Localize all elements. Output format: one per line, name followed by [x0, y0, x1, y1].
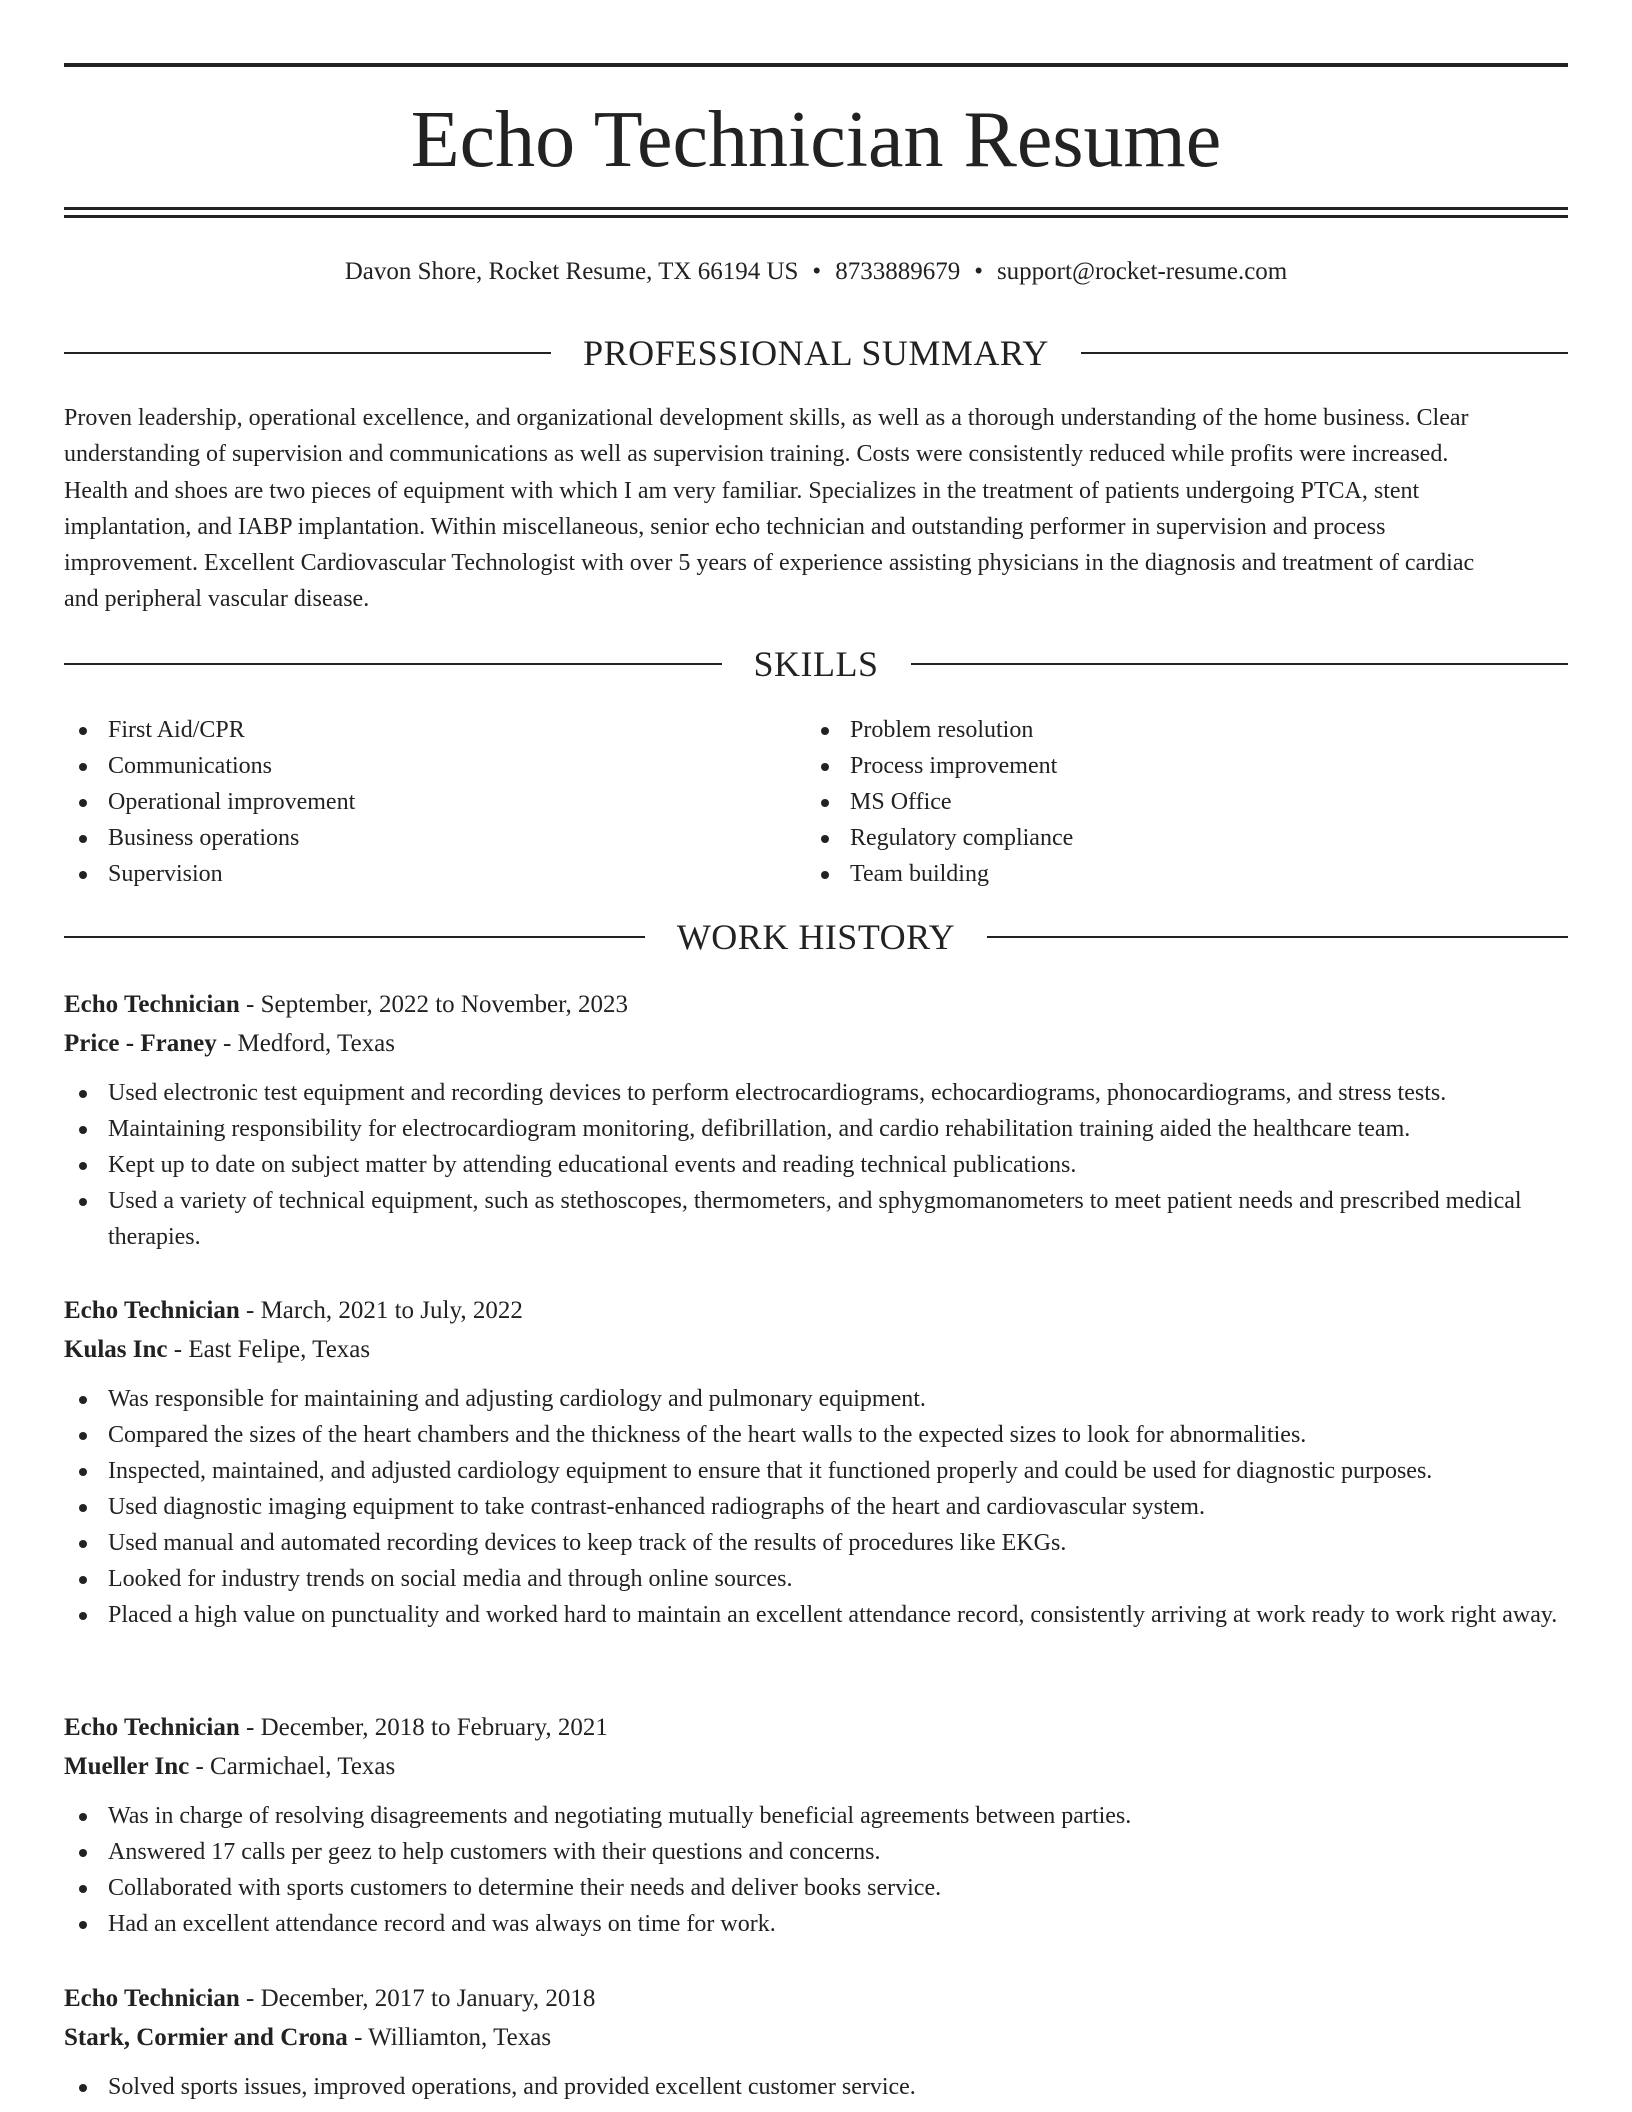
heading-rule-right	[1081, 352, 1568, 354]
job-dates: - September, 2022 to November, 2023	[239, 991, 628, 1018]
job-bullet: Kept up to date on subject matter by attending educational events and reading technical publications.	[64, 1147, 1568, 1183]
job-company: Kulas Inc	[64, 1336, 168, 1363]
job-bullet: Used electronic test equipment and recording devices to perform electrocardiograms, echocardiograms, phonocardiograms, and stress tests.	[64, 1075, 1568, 1111]
job-dates: - December, 2017 to January, 2018	[239, 1985, 596, 2012]
skills-heading-label: SKILLS	[753, 644, 879, 684]
summary-line: implantation, and IABP implantation. Within miscellaneous, senior echo technician and outstanding performer in supervision and process	[64, 513, 1386, 540]
job-bullet: Had an excellent attendance record and was always on time for work.	[64, 1906, 1568, 1942]
job-bullets	[64, 1798, 1568, 1942]
summary-heading-label: PROFESSIONAL SUMMARY	[583, 333, 1049, 373]
job-bullet: Compared the sizes of the heart chambers and the thickness of the heart walls to the expected sizes to look for abnormalities.	[64, 1417, 1568, 1453]
job-bullet: Was in charge of resolving disagreements and negotiating mutually beneficial agreements between parties.	[64, 1798, 1568, 1834]
job-company: Stark, Cormier and Crona	[64, 2024, 348, 2051]
contact-email: support@rocket-resume.com	[996, 258, 1288, 285]
heading-rule-left	[64, 936, 645, 938]
summary-line: understanding of supervision and communications as well as supervision training. Costs were consistently reduced while profits were increased.	[64, 441, 1449, 468]
job-dates: - March, 2021 to July, 2022	[239, 1297, 523, 1324]
job-title-line	[64, 985, 1568, 1024]
skill-item: Problem resolution	[806, 712, 1073, 748]
job-bullet: Used manual and automated recording devices to keep track of the results of procedures like EKGs.	[64, 1525, 1568, 1561]
job-dates: - December, 2018 to February, 2021	[239, 1714, 608, 1741]
contact-line	[64, 255, 1568, 289]
job-bullet: Looked for industry trends on social media and through online sources.	[64, 1561, 1568, 1597]
skills-column-right	[806, 712, 1073, 892]
job-bullet: Used diagnostic imaging equipment to take contrast-enhanced radiographs of the heart and cardiovascular system.	[64, 1489, 1568, 1525]
skill-item: Team building	[806, 856, 1073, 892]
title-rule-lower	[64, 215, 1568, 218]
job-title-line	[64, 1708, 1568, 1747]
job-entry	[64, 985, 1568, 1255]
title-rule-upper	[64, 207, 1568, 210]
job-bullets	[64, 1075, 1568, 1255]
job-location: - Medford, Texas	[216, 1030, 395, 1057]
work-history-heading-label: WORK HISTORY	[676, 917, 956, 957]
skill-item: Business operations	[64, 820, 806, 856]
job-company: Mueller Inc	[64, 1753, 190, 1780]
skills-column-left	[64, 712, 806, 892]
job-title: Echo Technician	[64, 1985, 240, 2012]
job-bullet: Collaborated with sports customers to determine their needs and deliver books service.	[64, 1870, 1568, 1906]
job-company-line	[64, 1330, 1568, 1369]
summary-heading	[64, 331, 1568, 375]
summary-line: Health and shoes are two pieces of equipment with which I am very familiar. Specializes in the treatment of patients undergoing PTCA, stent	[64, 477, 1420, 504]
job-entry	[64, 1979, 1568, 2105]
skill-item: First Aid/CPR	[64, 712, 806, 748]
job-bullet: Maintaining responsibility for electrocardiogram monitoring, defibrillation, and cardio rehabilitation training aided the healthcare team.	[64, 1111, 1568, 1147]
job-bullet: Was responsible for maintaining and adjusting cardiology and pulmonary equipment.	[64, 1381, 1568, 1417]
top-rule	[64, 63, 1568, 67]
job-bullets	[64, 1381, 1568, 1633]
skills-list	[64, 712, 1568, 892]
resume-title: Echo Technician Resume	[410, 96, 1222, 184]
job-title-line	[64, 1291, 1568, 1330]
skill-item: Communications	[64, 748, 806, 784]
skill-item: Operational improvement	[64, 784, 806, 820]
job-location: - Carmichael, Texas	[189, 1753, 396, 1780]
job-bullet: Solved sports issues, improved operations, and provided excellent customer service.	[64, 2069, 1568, 2105]
skill-item: Process improvement	[806, 748, 1073, 784]
job-location: - East Felipe, Texas	[167, 1336, 371, 1363]
job-title: Echo Technician	[64, 1297, 240, 1324]
summary-line: improvement. Excellent Cardiovascular Technologist with over 5 years of experience assisting physicians in the diagnosis and treatment of cardiac	[64, 550, 1475, 577]
contact-phone: 8733889679	[835, 258, 961, 285]
job-bullet: Used a variety of technical equipment, such as stethoscopes, thermometers, and sphygmomanometers to meet patient needs and prescribed medical therapies.	[64, 1183, 1568, 1255]
summary-line: and peripheral vascular disease.	[64, 586, 370, 613]
job-entry	[64, 1291, 1568, 1633]
job-bullet: Inspected, maintained, and adjusted cardiology equipment to ensure that it functioned properly and could be used for diagnostic purposes.	[64, 1453, 1568, 1489]
heading-rule-right	[987, 936, 1568, 938]
job-entry	[64, 1708, 1568, 1942]
job-location: - Williamton, Texas	[347, 2024, 552, 2051]
contact-separator: •	[812, 258, 822, 285]
skill-item: Regulatory compliance	[806, 820, 1073, 856]
contact-address: Davon Shore, Rocket Resume, TX 66194 US	[344, 258, 799, 285]
heading-rule-right	[911, 663, 1569, 665]
job-bullet: Answered 17 calls per geez to help customers with their questions and concerns.	[64, 1834, 1568, 1870]
job-company: Price - Franey	[64, 1030, 217, 1057]
job-bullet: Placed a high value on punctuality and worked hard to maintain an excellent attendance record, consistently arriving at work ready to work right away.	[64, 1597, 1568, 1633]
job-company-line	[64, 1747, 1568, 1786]
job-title-line	[64, 1979, 1568, 2018]
job-title: Echo Technician	[64, 991, 240, 1018]
job-company-line	[64, 1024, 1568, 1063]
heading-rule-left	[64, 352, 551, 354]
skills-heading	[64, 642, 1568, 686]
summary-text	[64, 400, 1568, 618]
contact-separator: •	[974, 258, 983, 285]
job-title: Echo Technician	[64, 1714, 240, 1741]
skill-item: Supervision	[64, 856, 806, 892]
job-bullets	[64, 2069, 1568, 2105]
heading-rule-left	[64, 663, 722, 665]
skill-item: MS Office	[806, 784, 1073, 820]
summary-line: Proven leadership, operational excellence, and organizational development skills, as well as a thorough understanding of the home business. Clear	[64, 405, 1469, 431]
job-company-line	[64, 2018, 1568, 2057]
work-history-heading	[64, 915, 1568, 959]
